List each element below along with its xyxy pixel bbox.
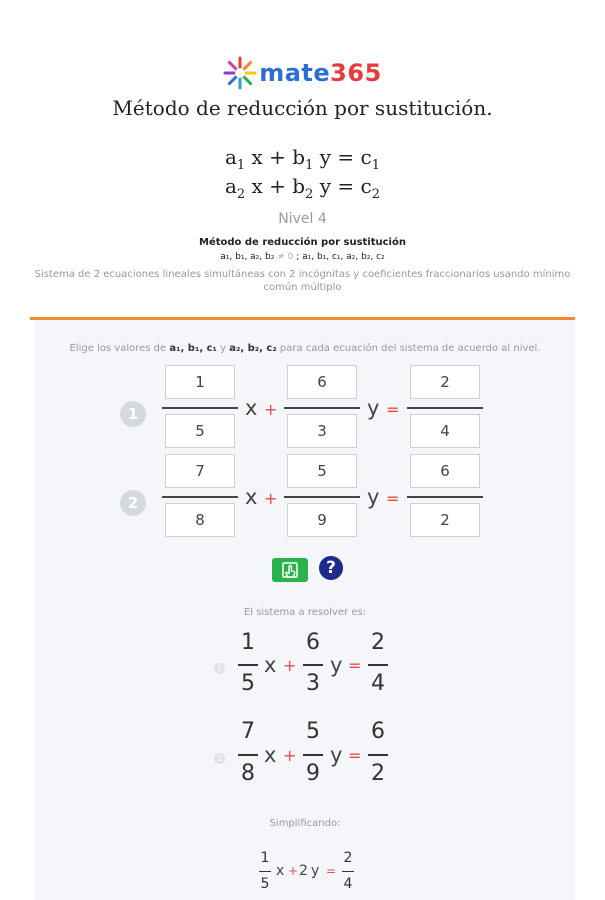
pointer-hand-icon xyxy=(272,558,308,582)
input-c1-denominator[interactable]: 4 xyxy=(410,414,480,448)
input-c2-numerator[interactable]: 6 xyxy=(410,454,480,488)
eq1-y: y xyxy=(319,145,332,169)
eq2-plus: + xyxy=(269,174,286,198)
system-eq2-c-den: 2 xyxy=(371,761,385,786)
eq2-a: a xyxy=(224,174,237,198)
general-equation-2 xyxy=(0,174,605,202)
fraction-bar-b2 xyxy=(284,496,360,498)
system-eq1-y: y xyxy=(330,653,343,677)
row1-eq: = xyxy=(386,400,400,419)
system-eq1-c-bar xyxy=(368,664,388,666)
simplify-c-bar xyxy=(342,871,354,872)
level-description: Sistema de 2 ecuaciones lineales simultáneas con 2 incógnitas y coeficientes fraccionarios usando mínimo común múltiplo xyxy=(34,269,571,293)
input-a2-numerator[interactable]: 7 xyxy=(165,454,235,488)
eq1-eq: = xyxy=(337,145,355,169)
logo-text-mate: mate xyxy=(259,59,331,87)
simplify-plus: + xyxy=(288,864,299,878)
simplify-coef-b: 2 xyxy=(299,863,308,879)
solve-button[interactable] xyxy=(272,558,308,582)
simplify-c-num: 2 xyxy=(343,850,353,866)
fraction-bar-c2 xyxy=(407,496,483,498)
fraction-bar-b1 xyxy=(284,407,360,409)
system-eq2-a-num: 7 xyxy=(241,719,255,744)
system-eq1-b-num: 6 xyxy=(306,630,320,655)
row1-y: y xyxy=(367,396,380,420)
simplify-label: Simplificando: xyxy=(269,818,341,829)
eq1-c-sub: 1 xyxy=(371,158,381,173)
input-a1-numerator[interactable]: 1 xyxy=(165,365,235,399)
input-b1-numerator[interactable]: 6 xyxy=(287,365,357,399)
system-eq2-a-bar xyxy=(238,754,258,756)
eq1-b-sub: 1 xyxy=(305,158,314,173)
row2-y: y xyxy=(367,485,380,509)
system-eq1-x: x xyxy=(264,653,277,677)
instructions xyxy=(35,343,575,354)
logo[interactable] xyxy=(0,55,605,91)
eq1-x: x xyxy=(251,145,263,169)
coefficient-condition xyxy=(0,252,605,262)
system-eq1-c-den: 4 xyxy=(371,671,385,696)
input-a2-denominator[interactable]: 8 xyxy=(165,503,235,537)
system-eq2-y: y xyxy=(330,743,343,767)
system-eq1-eq: = xyxy=(348,656,362,675)
eq1-a-sub: 1 xyxy=(236,158,246,173)
eq2-y: y xyxy=(319,174,332,198)
simplify-c-den: 4 xyxy=(343,876,353,892)
system-eq1-b-den: 3 xyxy=(306,671,320,696)
system-eq2-b-num: 5 xyxy=(306,719,320,744)
system-eq2-c-bar xyxy=(368,754,388,756)
fraction-bar-a1 xyxy=(162,407,238,409)
system-eq1-a-bar xyxy=(238,664,258,666)
instructions-before: Elige los valores de xyxy=(69,343,170,354)
help-button[interactable]: ? xyxy=(319,556,343,580)
simplify-eq: = xyxy=(326,864,337,878)
condition-left: a₁, b₁, a₂, b₂ xyxy=(220,252,275,262)
input-b2-denominator[interactable]: 9 xyxy=(287,503,357,537)
level-label: Nivel 4 xyxy=(278,211,327,227)
logo-sun-icon xyxy=(223,56,257,90)
row2-x: x xyxy=(245,485,258,509)
eq2-b: b xyxy=(292,174,306,198)
input-a1-denominator[interactable]: 5 xyxy=(165,414,235,448)
system-eq1-a-den: 5 xyxy=(241,671,255,696)
system-eq2-b-bar xyxy=(303,754,323,756)
simplify-a-den: 5 xyxy=(260,876,270,892)
row-number-2: 2 xyxy=(120,490,146,516)
system-eq2-eq: = xyxy=(348,746,362,765)
eq1-a: a xyxy=(224,145,237,169)
method-subtitle: Método de reducción por sustitución xyxy=(199,237,406,248)
input-c2-denominator[interactable]: 2 xyxy=(410,503,480,537)
input-b2-numerator[interactable]: 5 xyxy=(287,454,357,488)
system-eq2-b-den: 9 xyxy=(306,761,320,786)
system-eq1-a-num: 1 xyxy=(241,630,255,655)
eq2-c: c xyxy=(360,174,372,198)
system-eq2-c-num: 6 xyxy=(371,719,385,744)
row1-plus: + xyxy=(264,400,278,419)
system-eq1-plus: + xyxy=(283,656,297,675)
instructions-mid: y xyxy=(216,343,230,354)
system-eq2-x: x xyxy=(264,743,277,767)
condition-mid: ≠ 0 xyxy=(274,252,294,262)
logo-text xyxy=(259,59,382,87)
input-b1-denominator[interactable]: 3 xyxy=(287,414,357,448)
instructions-vars1: a₁, b₁, c₁ xyxy=(169,343,217,354)
eq1-plus: + xyxy=(269,145,286,169)
eq2-c-sub: 2 xyxy=(371,187,381,202)
page-title: Método de reducción por sustitución. xyxy=(112,96,493,120)
system-eq1-c-num: 2 xyxy=(371,630,385,655)
row2-eq: = xyxy=(386,489,400,508)
simplify-x: x xyxy=(276,863,285,879)
eq2-b-sub: 2 xyxy=(305,187,314,202)
eq2-eq: = xyxy=(337,174,355,198)
system-eq2-plus: + xyxy=(283,746,297,765)
eq2-x: x xyxy=(251,174,263,198)
fraction-bar-a2 xyxy=(162,496,238,498)
instructions-after: para cada ecuación del sistema de acuerdo al nivel. xyxy=(276,343,541,354)
simplify-a-num: 1 xyxy=(260,850,270,866)
eq1-c: c xyxy=(360,145,372,169)
eq1-b: b xyxy=(292,145,306,169)
system-eq1-b-bar xyxy=(303,664,323,666)
instructions-vars2: a₂, b₂, c₂ xyxy=(229,343,277,354)
logo-text-365: 365 xyxy=(330,59,382,87)
simplify-a-bar xyxy=(259,871,271,872)
system-eq1-marker: 1 xyxy=(214,663,225,674)
row2-plus: + xyxy=(264,489,278,508)
simplify-y: y xyxy=(311,863,320,879)
system-eq2-a-den: 8 xyxy=(241,761,255,786)
row1-x: x xyxy=(245,396,258,420)
input-c1-numerator[interactable]: 2 xyxy=(410,365,480,399)
general-equation-1 xyxy=(0,145,605,173)
eq2-a-sub: 2 xyxy=(236,187,246,202)
row-number-1: 1 xyxy=(120,401,146,427)
fraction-bar-c1 xyxy=(407,407,483,409)
system-eq2-marker: 2 xyxy=(214,753,225,764)
system-label: El sistema a resolver es: xyxy=(243,607,367,618)
condition-right: ; a₁, b₁, c₁, a₂, b₂, c₂ xyxy=(293,252,385,262)
